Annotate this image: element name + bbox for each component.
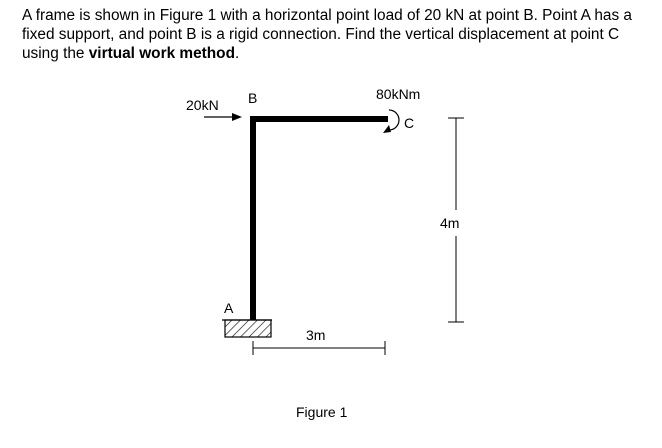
column-ab bbox=[250, 118, 256, 320]
label-point-b: B bbox=[248, 90, 258, 106]
label-point-c: C bbox=[404, 115, 415, 131]
problem-emphasis: virtual work method bbox=[88, 45, 235, 62]
beam-bc bbox=[250, 116, 388, 122]
horizontal-load-arrow bbox=[204, 113, 242, 121]
frame-members bbox=[250, 116, 388, 320]
horizontal-dimension bbox=[253, 341, 385, 355]
label-dimension-horizontal: 3m bbox=[306, 327, 326, 343]
problem-text-end: . bbox=[234, 45, 240, 62]
label-point-a: A bbox=[224, 300, 234, 316]
figure-caption: Figure 1 bbox=[296, 404, 348, 420]
label-moment: 80kNm bbox=[376, 86, 421, 102]
problem-text: A frame is shown in Figure 1 with a horizontal point load of 20 kN at point B. Point A has a fixed support, and point B is a rigid connection. Find the vertical displacement at point C using the bbox=[22, 7, 632, 62]
label-horizontal-load: 20kN bbox=[186, 97, 219, 113]
label-dimension-vertical: 4m bbox=[440, 215, 460, 231]
fixed-support bbox=[222, 320, 272, 337]
